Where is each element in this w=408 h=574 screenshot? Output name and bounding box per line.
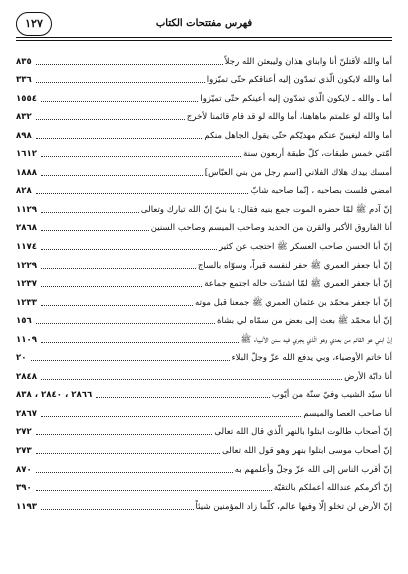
entry-page-number: ٣٩٠ [16,483,32,494]
entry-page-number: ٢٠ [16,353,27,364]
entry-page-number: ١٢٢٩ [16,260,37,271]
index-entry [16,141,392,160]
entry-page-number: ٢٧٢ [16,427,32,438]
index-entry [16,67,392,86]
entry-text: أنا خاتم الأوصياء، وبي يدفع الله عزّ وجلّ البلاء [231,353,392,364]
entry-text: إنّ أبا محمّد ﷺ بعث إلى بعض من سمّاه لي بشاة [216,316,392,327]
entry-text: إنّ ابني هو القائم من بعدي وهو الّذي يجري فيه سنن الأنبياء ﷺ [240,334,392,345]
header-rule-thin [16,40,392,41]
header-rule [16,37,392,38]
index-entry [16,271,392,290]
entry-page-number: ١٢٣٧ [16,279,37,290]
entry-text: إنّ أقرب الناس إلى الله عزّ وجلّ وأعلمهم به [234,464,392,475]
entry-page-number: ١١٢٩ [16,204,37,215]
entry-text: إنّ آدم ﷺ لمّا حضره الموت جمع بنيه فقال: يا بنيّ إنّ الله تبارك وتعالى [140,204,392,215]
index-entry [16,475,392,494]
entry-text: إنّ أبا جعفر العمري ﷺ لمّا اشتدّت حاله اجتمع جماعة [204,279,392,290]
dot-leader [96,397,270,398]
dot-leader [41,379,342,380]
index-entry [16,196,392,215]
dot-leader [41,416,301,417]
entry-page-number: ١٥٥٤ [16,93,37,104]
dot-leader [41,101,198,102]
entry-page-number: ١٢٣٣ [16,297,37,308]
entry-text: أما ـ والله ـ لايكون الّذي تمدّون إليه أعينكم حتّى تميّزوا [200,93,392,104]
entry-page-number: ١٨٨٨ [16,167,37,178]
index-entry [16,456,392,475]
entry-page-number: ٢٨٦٨ [16,223,37,234]
dot-leader [41,175,203,176]
entry-text: أما والله لايكون الّذي تمدّون إليه أعناقكم حتّى تميّزوا [206,75,392,86]
entry-page-number: ١٥٦ [16,316,32,327]
page-number: ١٢٧ [16,12,52,36]
entry-page-number: ٨٣٢ [16,112,32,123]
index-entry [16,252,392,271]
entry-text: إنّ أبا الحسن صاحب العسكر ﷺ احتجب عن كثير [218,242,392,253]
entry-page-number: ٨٢٨ [16,186,32,197]
dot-leader [36,64,223,65]
index-entry [16,419,392,438]
entry-page-number: ٨٣٥ [16,56,32,67]
dot-leader [36,434,213,435]
index-entry [16,308,392,327]
index-entry [16,493,392,512]
index-entry [16,382,392,401]
header-title: فهرس مفتتحات الكتاب [155,18,253,29]
page-header [16,12,392,38]
entry-text: إنّ أبا جعفر العمري ﷺ حفر لنفسه قبراً، وسوّاه بالساج [197,260,392,271]
index-entry [16,159,392,178]
dot-leader [31,360,230,361]
entry-text: أنا سيّد الشيب وفيّ سنّة من أيّوب [271,390,392,401]
entry-page-number: ٢٧٣ [16,446,32,457]
dot-leader [41,286,202,287]
dot-leader [41,156,241,157]
entry-text: أنا صاحب العصا والميسم [303,408,392,419]
entry-page-number: ٨٩٨ [16,130,32,141]
index-entry [16,326,392,345]
entry-page-number: ١١٠٩ [16,334,37,345]
index-entry [16,363,392,382]
entry-page-number: ٢٨٦٧ [16,408,37,419]
dot-leader [41,268,196,269]
index-entry [16,289,392,308]
index-entry [16,233,392,252]
index-entry [16,48,392,67]
entry-text: أما والله لأقتلنّ أنا وابناي هذان وليبعثن الله رجلاً [224,56,392,67]
dot-leader [36,453,220,454]
index-entry [16,178,392,197]
index-entry [16,122,392,141]
dot-leader [41,249,217,250]
entry-text: إنّ أبا جعفر محمّد بن عثمان العمري ﷺ جمعنا قبل موته [194,297,392,308]
dot-leader [36,119,185,120]
dot-leader [41,212,139,213]
entry-text: امضي فلست بصاحبه ، إنّما صاحبه شابّ [250,186,392,197]
entry-text: أنا دابّة الأرض [344,371,392,382]
index-entry [16,104,392,123]
entry-text: إنّ الأرض لن تخلو إلّا وفيها عالم، كلّما زاد المؤمنين شيئاً [195,501,392,512]
entry-text: أمسك بيدك هلاك الفلاني [اسم رجل من بني العبّاس] [204,167,392,178]
dot-leader [36,472,233,473]
entry-page-number: ٨٧٠ [16,464,32,475]
entry-text: أمّتي خمس طبقات، كلّ طبقة أربعون سنة [243,149,392,160]
dot-leader [36,138,203,139]
entry-page-number: ١١٩٣ [16,501,37,512]
entry-page-number: ٣٣٦ [16,75,32,86]
entry-text: إنّ أصحاب طالوت ابتلوا بالنهر الّذي قال الله تعالى [214,427,392,438]
dot-leader [41,305,193,306]
entry-text: إنّ أصحاب موسى ابتلوا بنهر وهو قول الله تعالى [222,446,392,457]
index-entry [16,400,392,419]
dot-leader [41,342,239,343]
dot-leader [41,509,194,510]
dot-leader [36,82,205,83]
entry-page-number: ٢٨٦٦ ، ٢٨٤٠ ، ٨٣٨ [16,390,93,401]
entry-text: أنا الفاروق الأكبر والقرن من الحديد وصاحب الميسم وصاحب السنين [150,223,392,234]
entry-page-number: ١١٧٤ [16,242,37,253]
index-entry [16,85,392,104]
dot-leader [36,490,272,491]
dot-leader [36,193,249,194]
index-list [16,48,392,512]
entry-text: إنّ أكرمكم عندالله أعملكم بالتقيّة [273,483,392,494]
index-entry [16,437,392,456]
index-entry [16,345,392,364]
dot-leader [41,230,149,231]
index-entry [16,215,392,234]
dot-leader [36,323,215,324]
entry-page-number: ١٦١٢ [16,149,37,160]
entry-text: أما والله ليغيبنّ عنكم مهديّكم حتّى يقول الجاهل منكم [204,130,392,141]
entry-text: أما والله لو علمتم ماهاهنا، أما والله لو قد قام قائمنا لأخرج [186,112,392,123]
entry-page-number: ٢٨٤٨ [16,371,37,382]
